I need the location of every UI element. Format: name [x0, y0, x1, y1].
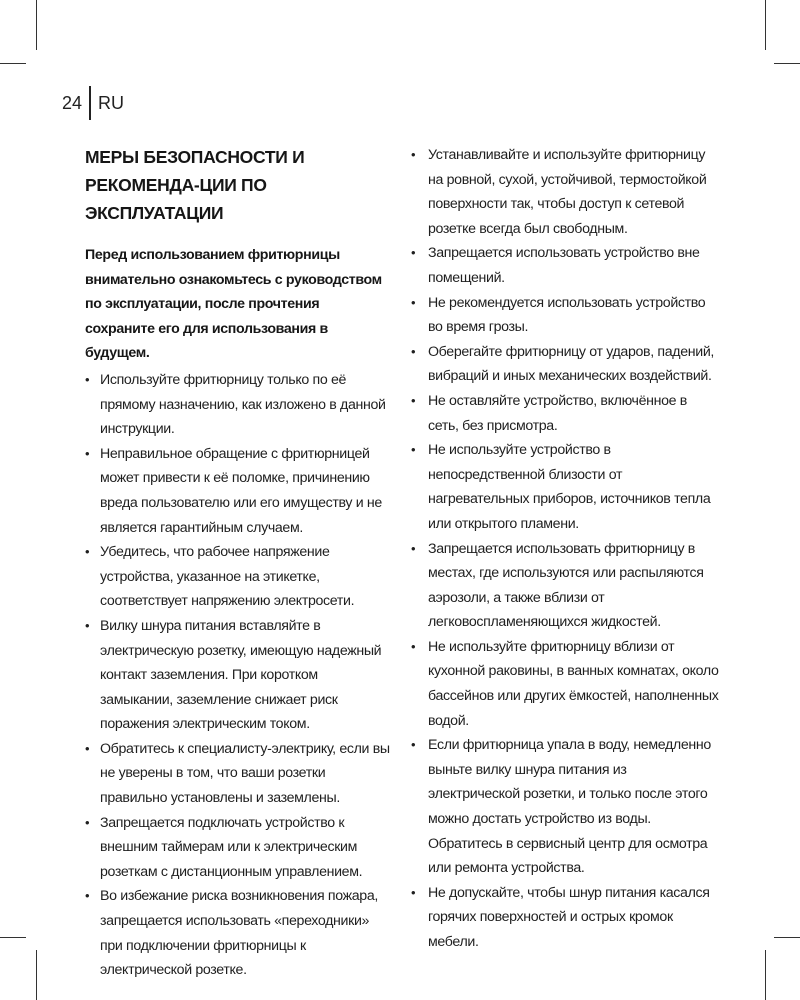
list-item	[85, 368, 390, 442]
list-item-text: Запрещается использовать фритюрницу в местах, где используются или распыляются аэрозоли, а также вблизи от легковоспламеняющихся жидкостей.	[428, 540, 704, 631]
bullet-icon: •	[85, 740, 90, 756]
bullet-icon: •	[85, 888, 90, 904]
list-item-text: Запрещается использовать устройство вне помещений.	[428, 245, 700, 286]
list-item-text: Не используйте фритюрницу вблизи от кухонной раковины, в ванных комнатах, около бассейнов или других ёмкостей, наполненных водой.	[428, 638, 719, 729]
list-item-text: Убедитесь, что рабочее напряжение устройства, указанное на этикетке, соответствует напряжению электросети.	[100, 544, 355, 610]
crop-mark-bottom-left	[36, 950, 37, 1000]
list-item-text: Не используйте устройство в непосредственной близости от нагревательных приборов, источников тепла или открытого пламени.	[428, 442, 711, 532]
right-column	[411, 143, 721, 955]
intro-paragraph: Перед использованием фритюрницы внимательно ознакомьтесь с руководством по эксплуатации, после прочтения сохраните его для использования в будущем.	[85, 247, 382, 362]
bullet-icon: •	[85, 445, 90, 461]
list-item	[85, 884, 390, 982]
list-item	[411, 241, 721, 290]
crop-mark-left-lower	[0, 937, 26, 938]
bullet-icon: •	[411, 737, 416, 753]
list-item	[411, 881, 721, 955]
bullet-icon: •	[85, 814, 90, 830]
bullet-icon: •	[411, 392, 416, 408]
list-item	[411, 291, 721, 340]
list-item-text: Обратитесь к специалисту-электрику, если вы не уверены в том, что ваши розетки правильно установлены и заземлены.	[100, 740, 390, 807]
list-item-text: Не оставляйте устройство, включённое в сеть, без присмотра.	[428, 392, 687, 434]
crop-mark-left-upper	[0, 63, 26, 64]
crop-mark-right-lower	[774, 937, 800, 938]
crop-mark-top-right	[765, 0, 766, 50]
bullet-icon: •	[85, 371, 90, 387]
left-bullet-list	[85, 368, 390, 983]
left-column	[85, 143, 390, 983]
bullet-icon: •	[85, 544, 90, 560]
right-bullet-list	[411, 143, 721, 955]
list-item-text: Во избежание риска возникновения пожара, запрещается использовать «переходники» при подключении фритюрницы к электрической розетке.	[100, 888, 378, 979]
header-divider	[89, 86, 91, 120]
list-item	[85, 737, 390, 811]
bullet-icon: •	[411, 147, 416, 162]
list-item-text: Используйте фритюрницу только по её прямому назначению, как изложено в данной инструкции.	[100, 371, 386, 438]
bullet-icon: •	[411, 540, 416, 556]
list-item	[85, 811, 390, 885]
bullet-icon: •	[411, 638, 416, 654]
list-item	[85, 442, 390, 540]
bullet-icon: •	[411, 245, 416, 261]
bullet-icon: •	[85, 617, 90, 633]
list-item	[411, 438, 721, 536]
bullet-icon: •	[411, 294, 416, 310]
list-item	[411, 635, 721, 733]
list-item	[411, 537, 721, 635]
list-item	[411, 389, 721, 438]
list-item-text: Неправильное обращение с фритюрницей может привести к её поломке, причинению вреда пользователю или его имуществу и не является гарантийным случаем.	[100, 445, 382, 536]
page-number: 24	[62, 92, 83, 113]
bullet-icon: •	[411, 442, 416, 458]
crop-mark-bottom-right	[765, 950, 766, 1000]
bullet-icon: •	[411, 884, 416, 900]
page-language: RU	[98, 92, 125, 113]
section-title: МЕРЫ БЕЗОПАСНОСТИ И РЕКОМЕНДА-ЦИИ ПО ЭКСПЛУАТАЦИИ	[85, 147, 305, 223]
list-item-text: Если фритюрница упала в воду, немедленно выньте вилку шнура питания из электрической розетки, и только после этого можно достать устройство из воды. Обратитесь в сервисный центр для осмотра или ремонта устройства.	[428, 737, 711, 877]
list-item	[411, 733, 721, 881]
list-item	[411, 143, 721, 241]
crop-mark-right-upper	[774, 63, 800, 64]
list-item-text: Не рекомендуется использовать устройство во время грозы.	[428, 294, 706, 336]
list-item-text: Не допускайте, чтобы шнур питания касался горячих поверхностей и острых кромок мебели.	[428, 884, 710, 950]
list-item	[411, 340, 721, 389]
list-item-text: Вилку шнура питания вставляйте в электрическую розетку, имеющую надежный контакт заземления. При коротком замыкании, заземление снижает риск поражения электрическим током.	[100, 617, 382, 733]
bullet-icon: •	[411, 343, 416, 359]
list-item-text: Оберегайте фритюрницу от ударов, падений, вибраций и иных механических воздействий.	[428, 343, 714, 385]
list-item-text: Запрещается подключать устройство к внешним таймерам или к электрическим розеткам с дистанционным управлением.	[100, 814, 363, 880]
list-item	[85, 540, 390, 614]
crop-mark-top-left	[36, 0, 37, 50]
list-item	[85, 614, 390, 737]
list-item-text: Устанавливайте и используйте фритюрницу на ровной, сухой, устойчивой, термостойкой поверхности так, чтобы доступ к сетевой розетке всегда был свободным.	[428, 147, 707, 237]
page-header	[62, 86, 124, 120]
